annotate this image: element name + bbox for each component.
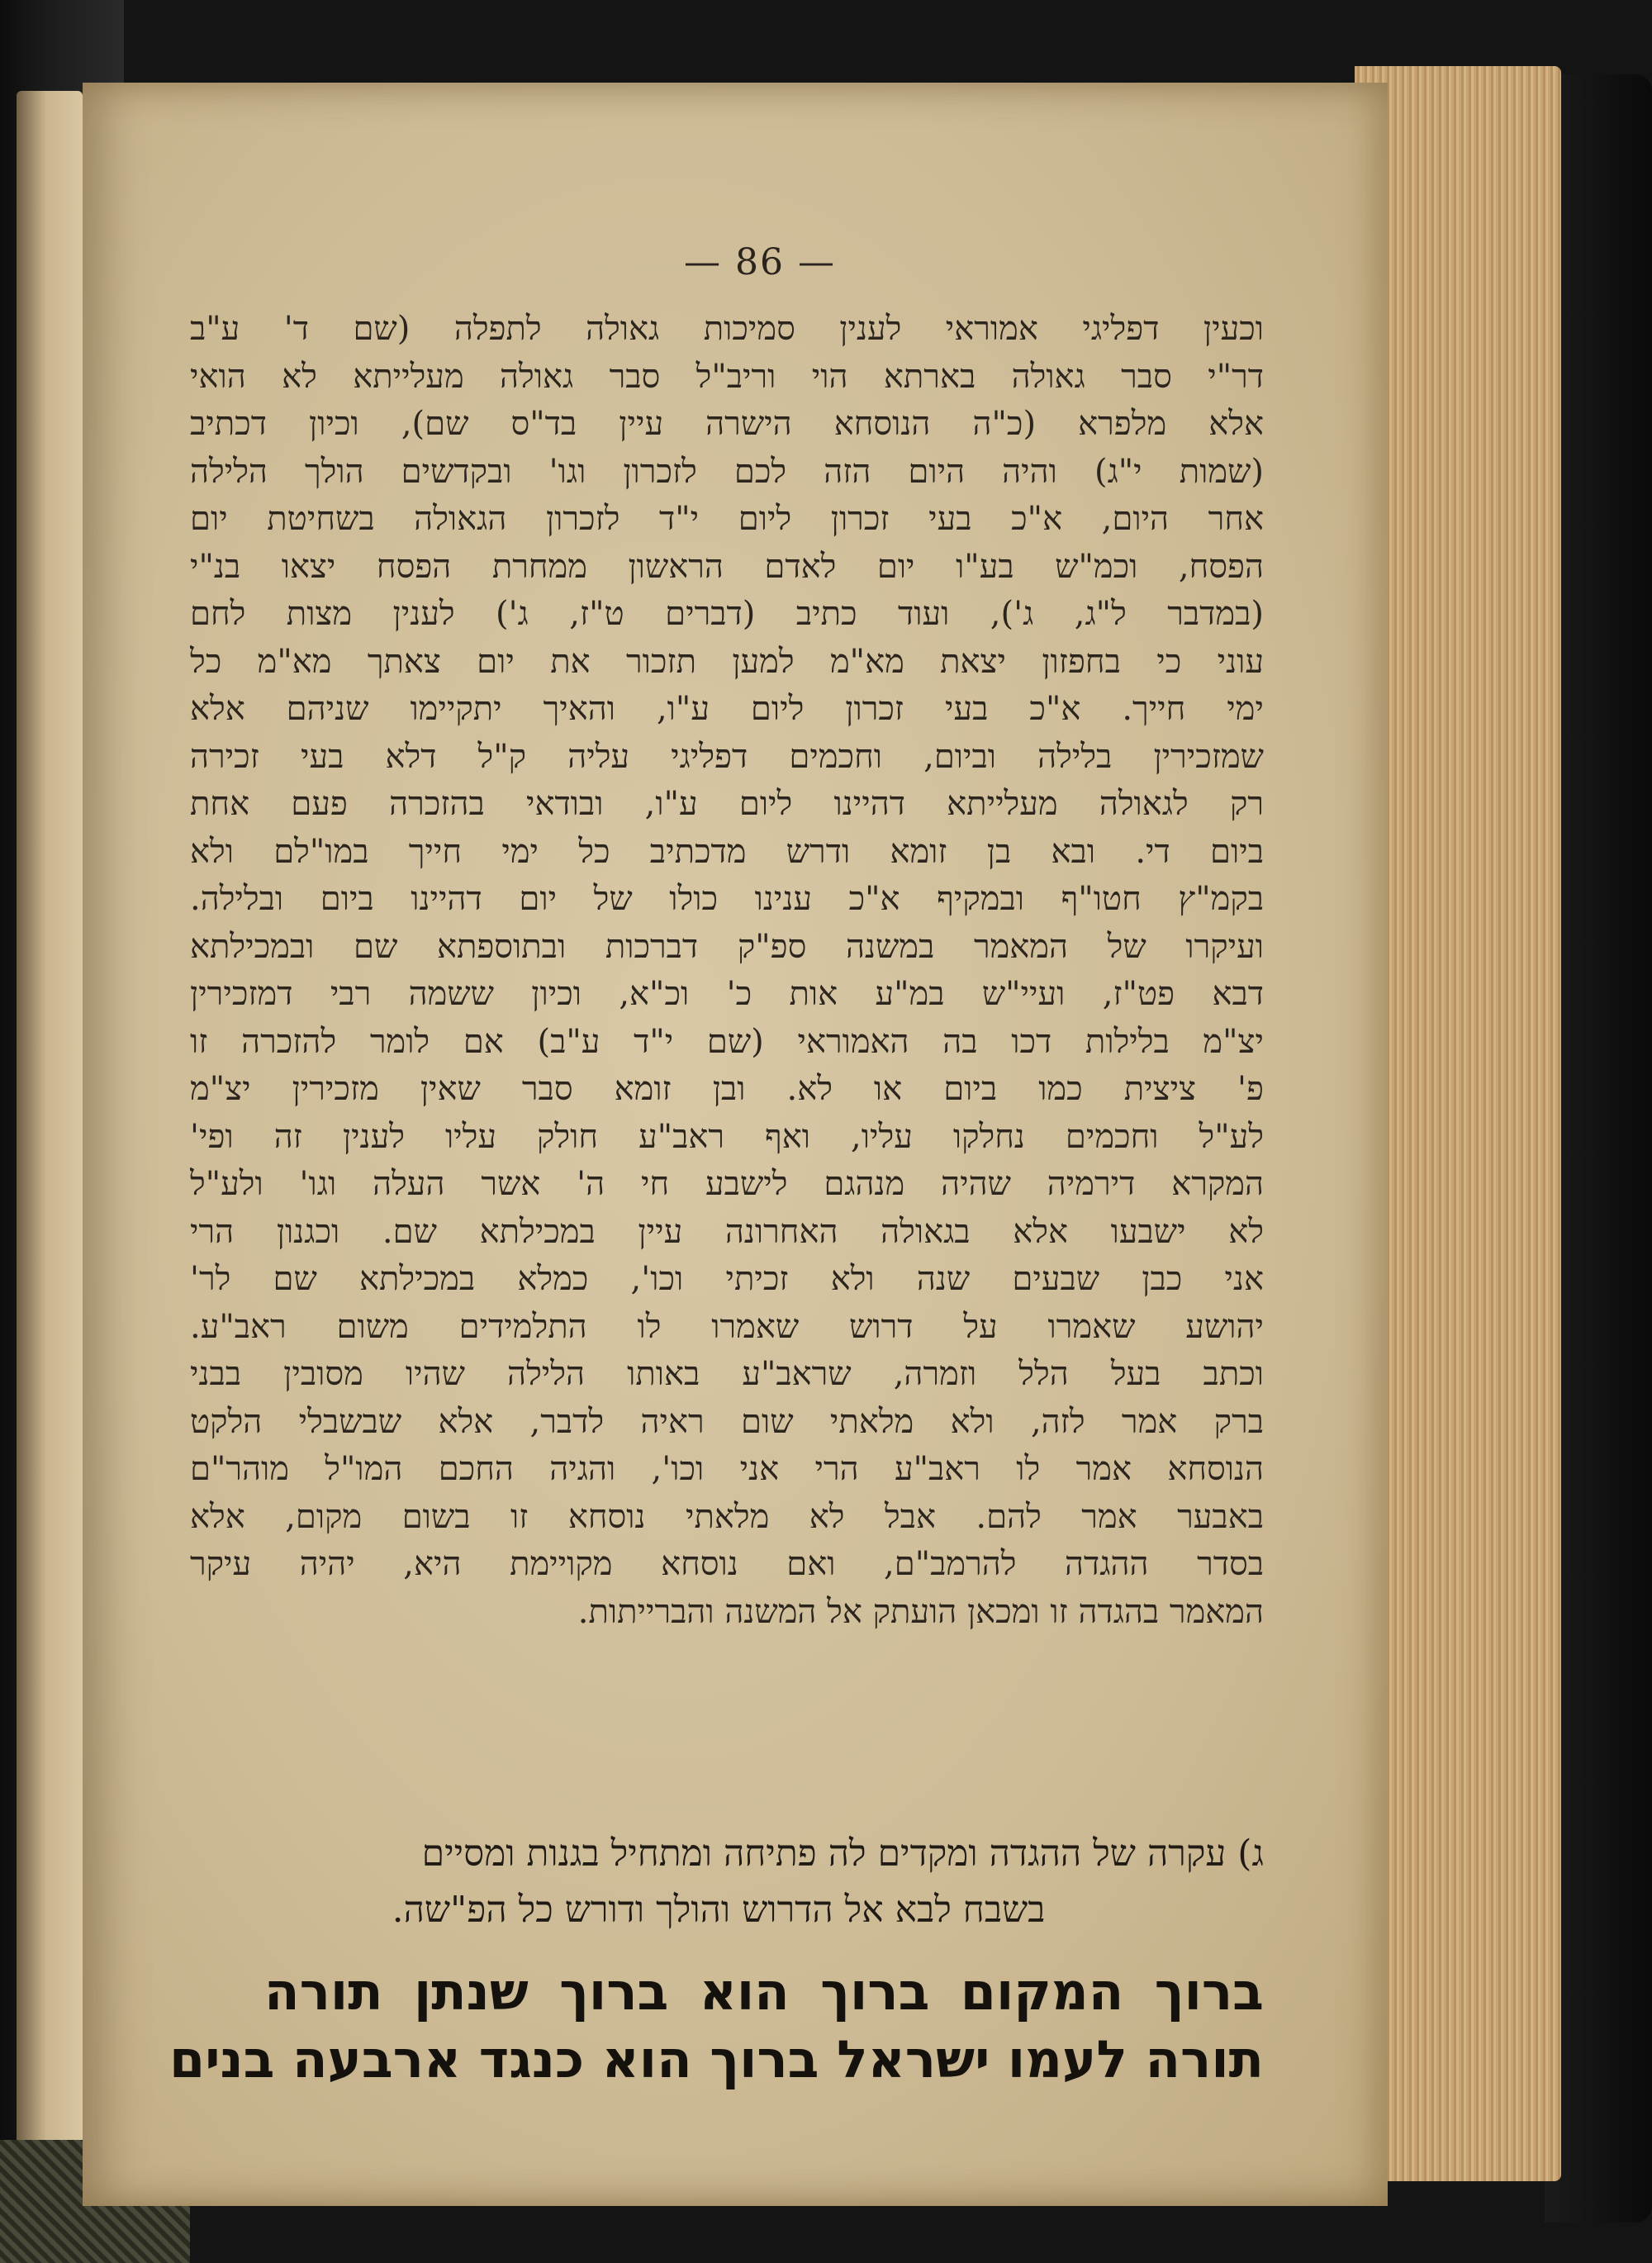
body-line: יצ"מ בלילות דכו בה האמוראי (שם י"ד ע"ב) אם לומר להזכרה זו xyxy=(190,1022,1264,1061)
body-paragraph xyxy=(190,306,1264,1636)
body-line: שמזכירין בלילה וביום, וחכמים דפליגי עליה ק"ל דלא בעי זכירה xyxy=(190,737,1264,776)
body-line: בסדר ההגדה להרמב"ם, ואם נוסחא מקויימת היא, יהיה עיקר xyxy=(190,1545,1264,1583)
body-line: אני כבן שבעים שנה ולא זכיתי וכו', כמלא במכילתא שם לר' xyxy=(190,1260,1264,1298)
body-line: עוני כי בחפזון יצאת מא"מ למען תזכור את יום צאתך מא"מ כל xyxy=(190,642,1264,681)
body-line: לא ישבעו אלא בגאולה האחרונה עיין במכילתא שם. וכגנון הרי xyxy=(190,1212,1264,1251)
body-line: המאמר בהגדה זו ומכאן הועתק אל המשנה והברייתות. xyxy=(577,1592,1264,1631)
body-line: הפסח, וכמ"ש בע"ו יום לאדם הראשון ממחרת הפסח יצאו בנ"י xyxy=(190,547,1264,586)
body-line: דר"י סבר גאולה בארתא הוי וריב"ל סבר גאולה מעלייתא לא הואי xyxy=(190,357,1264,396)
body-line: אלא מלפרא (כ"ה הנוסחא הישרה עיין בד"ס שם), וכיון דכתיב xyxy=(190,405,1264,443)
page-number: — 86 — xyxy=(684,241,836,283)
body-line: פ' ציצית כמו ביום או לא. ובן זומא סבר שאין מזכירין יצ"מ xyxy=(190,1070,1264,1108)
body-line: בקמ"ץ חטו"ף ובמקיף א"כ ענינו כולו של יום דהיינו ביום ובלילה. xyxy=(190,880,1264,918)
body-line: לע"ל וחכמים נחלקו עליו, ואף ראב"ע חולק עליו לענין זה ופי' xyxy=(190,1117,1264,1156)
body-line: ועיקרו של המאמר במשנה ספ"ק דברכות ובתוספתא שם ובמכילתא xyxy=(190,927,1264,966)
body-line: (שמות י"ג) והיה היום הזה לכם לזכרון וגו' ובקדשים הולך הלילה xyxy=(190,452,1264,491)
body-line: אחר היום, א"כ בעי זכרון ליום י"ד לזכרון הגאולה בשחיטת יום xyxy=(190,500,1264,538)
body-line: וכתב בעל הלל וזמרה, שראב"ע באותו הלילה שהיו מסובין בבני xyxy=(190,1355,1264,1393)
haggadah-line: ברוך המקום ברוך הוא ברוך שנתן תורה xyxy=(264,1961,1264,2022)
facing-page-edge xyxy=(17,91,83,2206)
haggadah-text xyxy=(169,1958,1264,2094)
body-line: המקרא דירמיה שהיה מנהגם לישבע חי ה' אשר העלה וגו' ולע"ל xyxy=(190,1165,1264,1203)
section-heading-line: ג) עקרה של ההגדה ומקדים לה פתיחה ומתחיל בגנות ומסיים xyxy=(421,1833,1264,1875)
body-line: ברק אמר לזה, ולא מלאתי שום ראיה לדבר, אלא שבשבלי הלקט xyxy=(190,1402,1264,1441)
body-line: (במדבר ל"ג, ג'), ועוד כתיב (דברים ט"ז, ג') לענין מצות לחם xyxy=(190,595,1264,633)
body-line: ימי חייך. א"כ בעי זכרון ליום ע"ו, והאיך יתקיימו שניהם אלא xyxy=(190,690,1264,728)
body-line: רק לגאולה מעלייתא דהיינו ליום ע"ו, ובודאי בהזכרה פעם אחת xyxy=(190,785,1264,823)
body-line: ביום די. ובא בן זומא ודרש מדכתיב כל ימי חייך במו"לם ולא xyxy=(190,832,1264,871)
body-line: יהושע שאמרו על דרוש שאמרו לו התלמידים משום ראב"ע. xyxy=(190,1307,1264,1346)
body-line: וכעין דפליגי אמוראי לענין סמיכות גאולה לתפלה (שם ד' ע"ב xyxy=(190,310,1264,348)
body-line: באבער אמר להם. אבל לא מלאתי נוסחא זו בשום מקום, אלא xyxy=(190,1497,1264,1536)
section-heading xyxy=(273,1826,1264,1938)
body-line: הנוסחא אמר לו ראב"ע הרי אני וכו', והגיה החכם המו"ל מוהר"ם xyxy=(190,1450,1264,1488)
book-page xyxy=(83,83,1388,2206)
body-line: דבא פט"ז, ועיי"ש במ"ע אות כ' וכ"א, וכיון ששמה רבי דמזכירין xyxy=(190,975,1264,1013)
haggadah-line: תורה לעמו ישראל ברוך הוא כנגד ארבעה בנים xyxy=(169,2029,1264,2089)
section-heading-line: בשבח לבא אל הדרוש והולך ודורש כל הפ"שה. xyxy=(392,1889,1046,1931)
